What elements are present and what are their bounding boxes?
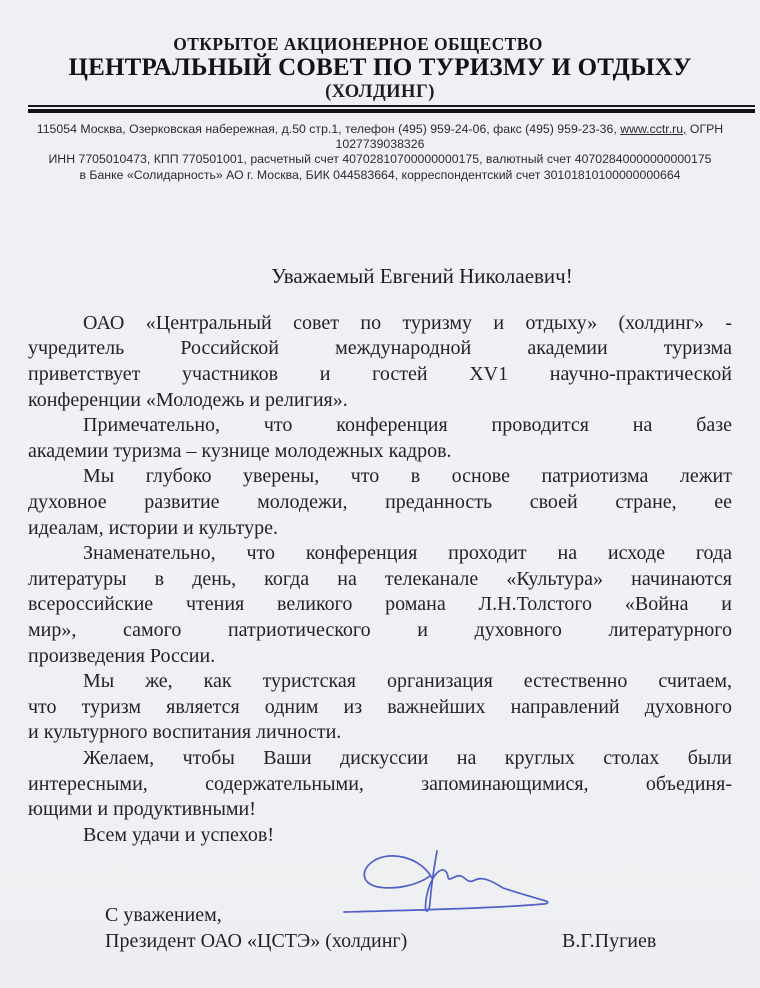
letter-paragraph bbox=[28, 823, 732, 849]
paragraph-line: произведения России. bbox=[28, 644, 216, 667]
paragraph-line: интересными, содержательными, запоминающимися, объединя- bbox=[28, 772, 732, 795]
letter-paragraph bbox=[28, 746, 732, 823]
letter-paragraph bbox=[28, 541, 732, 669]
paragraph-line: конференции «Молодежь и религия». bbox=[28, 388, 348, 411]
paragraph-line: духовное развитие молодежи, преданность своей стране, ее bbox=[28, 490, 732, 513]
org-type-line: ОТКРЫТОЕ АКЦИОНЕРНОЕ ОБЩЕСТВО bbox=[173, 34, 543, 54]
letter-paragraph bbox=[28, 464, 732, 541]
website-link: www.cctr.ru, bbox=[620, 122, 687, 136]
contact-line-3: в Банке «Солидарность» АО г. Москва, БИК 044583664, корреспондентский счет 30101810100000000664 bbox=[79, 167, 681, 182]
paragraph-line: ОАО «Центральный совет по туризму и отдыху» (холдинг» - bbox=[83, 311, 732, 334]
paragraph-line: что туризм является одним из важнейших направлений духовного bbox=[28, 695, 732, 718]
signer-name: В.Г.Пугиев bbox=[562, 930, 657, 953]
paragraph-line: академии туризма – кузнице молодежных кадров. bbox=[28, 439, 452, 462]
contact-line-1-pre: 115054 Москва, Озерковская набережная, д.50 стр.1, телефон (495) 959-24-06, факс (495) 959-23-36, bbox=[36, 122, 621, 136]
paragraph-line: Желаем, чтобы Ваши дискуссии на круглых столах были bbox=[83, 746, 732, 769]
signer-title: Президент ОАО «ЦСТЭ» (холдинг) bbox=[105, 930, 408, 953]
org-suffix-line: (ХОЛДИНГ) bbox=[325, 82, 435, 102]
paragraph-line: Мы же, как туристская организация естественно считаем, bbox=[83, 670, 732, 693]
paragraph-line: Примечательно, что конференция проводится на базе bbox=[83, 414, 732, 437]
paragraph-line: Всем удачи и успехов! bbox=[83, 823, 274, 846]
contact-line-2: ИНН 7705010473, КПП 770501001, расчетный счет 40702810700000000175, валютный счет 40702840000000000175 bbox=[48, 152, 712, 167]
paragraph-line: приветствует участников и гостей XV1 научно-практической bbox=[28, 363, 732, 385]
letter-paragraphs bbox=[28, 311, 732, 848]
paragraph-line: Знаменательно, что конференция проходит на исходе года bbox=[83, 542, 732, 565]
org-name-line: ЦЕНТРАЛЬНЫЙ СОВЕТ ПО ТУРИЗМУ И ОТДЫХУ bbox=[68, 54, 692, 81]
paragraph-line: учредитель Российской международной академии туризма bbox=[28, 337, 732, 360]
paragraph-line: литературы в день, когда на телеканале «Культура» начинаются bbox=[28, 567, 732, 590]
letter-paragraph bbox=[28, 311, 732, 413]
paragraph-line: Мы глубоко уверены, что в основе патриотизма лежит bbox=[83, 465, 732, 488]
letterhead bbox=[0, 0, 760, 183]
closing-line: С уважением, bbox=[105, 904, 222, 927]
contact-line-1-post: ОГРН 1027739038326 bbox=[335, 122, 724, 152]
paragraph-line: ющими и продуктивными! bbox=[28, 798, 256, 821]
paragraph-line: и культурного воспитания личности. bbox=[28, 721, 342, 744]
letter-paragraph bbox=[28, 669, 732, 746]
letter-paragraph bbox=[28, 413, 732, 464]
contact-line-1 bbox=[0, 122, 760, 152]
letter-body bbox=[0, 263, 760, 954]
contact-info bbox=[0, 122, 760, 183]
paragraph-line: всероссийские чтения великого романа Л.Н.Толстого «Война и bbox=[28, 593, 732, 616]
double-rule bbox=[28, 105, 755, 113]
paragraph-line: мир», самого патриотического и духовного литературного bbox=[28, 618, 732, 641]
salutation: Уважаемый Евгений Николаевич! bbox=[271, 263, 573, 288]
paragraph-line: идеалам, истории и культуре. bbox=[28, 516, 278, 539]
signature-block bbox=[28, 902, 732, 954]
